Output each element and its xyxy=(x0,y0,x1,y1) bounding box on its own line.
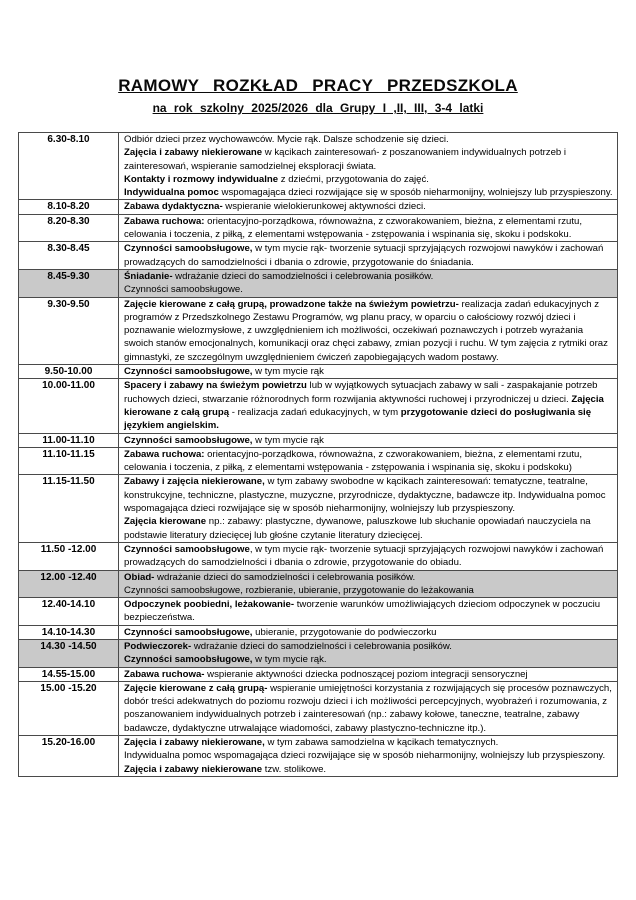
time-cell: 9.50-10.00 xyxy=(19,365,119,379)
activity-text: wdrażanie dzieci do samodzielności i celebrowania posiłków. xyxy=(172,270,434,282)
activity-paragraph xyxy=(124,146,613,173)
activity-cell xyxy=(119,133,618,200)
activity-cell xyxy=(119,433,618,447)
table-row xyxy=(19,242,618,270)
activity-text: z dziećmi, przygotowania do zajęć. xyxy=(278,173,429,185)
time-cell: 14.30 -14.50 xyxy=(19,639,119,667)
activity-paragraph xyxy=(124,749,613,762)
schedule-table-body xyxy=(19,133,618,777)
activity-text-bold: Indywidualna pomoc xyxy=(124,187,219,199)
activity-text: w tym zabawy swobodne w kącikach zainteresowań: tematyczne, teatralne, konstrukcyjne, techniczne, plastyczne, muzyczne, przyrodnicze, dydaktyczne, badawcze itp. Indywidualna pomoc wspomagająca dzieci rozwijające się w sposób nieharmonijny, wolniejszy lub przyspieszony. xyxy=(124,476,606,515)
time-cell: 8.10-8.20 xyxy=(19,200,119,214)
time-cell: 14.10-14.30 xyxy=(19,625,119,639)
table-row xyxy=(19,379,618,433)
activity-paragraph xyxy=(124,640,613,653)
activity-paragraph xyxy=(124,626,613,639)
activity-cell xyxy=(119,269,618,297)
activity-text: wspieranie wielokierunkowej aktywności dzieci. xyxy=(222,201,426,213)
table-row xyxy=(19,681,618,735)
activity-paragraph xyxy=(124,598,613,625)
activity-paragraph xyxy=(124,434,613,447)
table-row xyxy=(19,133,618,200)
activity-text-bold: Podwieczorek- xyxy=(124,640,192,652)
activity-text-bold: Zajęcia i zabawy niekierowane, xyxy=(124,737,265,749)
activity-text: Indywidualna pomoc wspomagająca dzieci rozwijające się w sposób nieharmonijny, wolniejszy lub przyspieszony. xyxy=(124,750,606,762)
time-cell: 11.15-11.50 xyxy=(19,475,119,542)
activity-paragraph xyxy=(124,763,613,776)
activity-paragraph xyxy=(124,475,613,515)
activity-text-bold: Zajęcia kierowane xyxy=(124,516,207,528)
activity-text: , w tym mycie rąk- tworzenie sytuacji sprzyjających rozwojowi nawyków i zachowań prowadzących do samodzielności i dbania o zdrowie, przygotowanie do obiadu. xyxy=(124,543,604,569)
time-cell: 12.00 -12.40 xyxy=(19,570,119,598)
activity-text: Odbiór dzieci przez wychowawców. Mycie rąk. Dalsze schodzenie się dzieci. xyxy=(124,134,449,145)
activity-cell xyxy=(119,214,618,242)
activity-text: w kącikach zainteresowań- z poszanowaniem indywidualnych potrzeb i zainteresowań, wspieranie samodzielnej eksploracji świata. xyxy=(124,147,567,172)
activity-paragraph xyxy=(124,133,613,146)
schedule-table xyxy=(18,132,618,777)
activity-text: wspieranie umiejętności korzystania z rozwijających się procesów poznawczych, dobór treści adekwatnych do poziomu rozwoju dzieci i ich możliwości percepcyjnych, wyobrażeń i rozumowania, z poszanowaniem indywidualnych potrzeb i zainteresowań (np.: zabawy kołowe, taneczne, teatralne, zabawy badawcze, dydaktyczne utrwalające wiadomości, zabawy plastyczno-techniczne itp.). xyxy=(124,682,612,734)
activity-paragraph xyxy=(124,365,613,378)
activity-text-bold: Zabawy i zajęcia niekierowane, xyxy=(124,476,265,488)
table-row xyxy=(19,736,618,777)
activity-cell xyxy=(119,365,618,379)
activity-text: ubieranie, przygotowanie do podwieczorku xyxy=(252,626,437,638)
activity-cell xyxy=(119,667,618,681)
activity-text: w tym mycie rąk xyxy=(252,366,324,378)
activity-text-bold: Zajęcia i zabawy niekierowane xyxy=(124,147,263,159)
table-row xyxy=(19,570,618,598)
activity-text-bold: Czynności samoobsługowe xyxy=(124,543,250,555)
activity-paragraph xyxy=(124,200,613,213)
activity-cell xyxy=(119,625,618,639)
activity-paragraph xyxy=(124,186,613,199)
time-cell: 11.50 -12.00 xyxy=(19,542,119,570)
page-title: RAMOWY ROZKŁAD PRACY PRZEDSZKOLA xyxy=(118,76,518,95)
activity-paragraph xyxy=(124,668,613,681)
activity-text-bold: Czynności samoobsługowe, xyxy=(124,243,253,255)
activity-paragraph xyxy=(124,173,613,186)
activity-text: tworzenie warunków umożliwiających dzieciom odpoczynek w poczuciu bezpieczeństwa. xyxy=(124,599,601,624)
table-row xyxy=(19,269,618,297)
table-row xyxy=(19,667,618,681)
activity-text: Czynności samoobsługowe, rozbieranie, ubieranie, przygotowanie do leżakowania xyxy=(124,584,474,596)
activity-text: w tym mycie rąk. xyxy=(252,654,327,666)
time-cell: 9.30-9.50 xyxy=(19,297,119,364)
activity-text-bold: Zajęcie kierowane z całą grupą- xyxy=(124,682,268,694)
activity-text-bold: Zabawa ruchowa- xyxy=(124,668,205,680)
activity-cell xyxy=(119,297,618,364)
activity-paragraph xyxy=(124,242,613,269)
table-row xyxy=(19,214,618,242)
activity-text: - realizacja zadań edukacyjnych, w tym xyxy=(229,406,401,418)
activity-text: w tym mycie rąk xyxy=(252,434,324,446)
activity-text-bold: Czynności samoobsługowe, xyxy=(124,434,253,446)
activity-cell xyxy=(119,200,618,214)
activity-paragraph xyxy=(124,584,613,597)
table-row xyxy=(19,475,618,542)
activity-cell xyxy=(119,570,618,598)
time-cell: 6.30-8.10 xyxy=(19,133,119,200)
table-row xyxy=(19,542,618,570)
activity-paragraph xyxy=(124,515,613,542)
table-row xyxy=(19,200,618,214)
time-cell: 15.00 -15.20 xyxy=(19,681,119,735)
table-row xyxy=(19,297,618,364)
activity-text: w tym zabawa samodzielna w kącikach tematycznych. xyxy=(264,737,499,749)
activity-text-bold: Zajęcia i zabawy niekierowane xyxy=(124,763,263,775)
table-row xyxy=(19,639,618,667)
activity-cell xyxy=(119,542,618,570)
activity-text: wspieranie aktywności dziecka podnoszącej poziom integracji sensorycznej xyxy=(204,668,528,680)
activity-text-bold: Zajęcia kierowane z całą grupą xyxy=(124,393,604,418)
page-subtitle: na rok szkolny 2025/2026 dla Grupy I ,II, III, 3-4 latki xyxy=(152,101,484,115)
activity-paragraph xyxy=(124,298,613,364)
time-cell: 11.10-11.15 xyxy=(19,447,119,475)
activity-text: realizacja zadań edukacyjnych z programów z Przedszkolnego Zestawu Programów, wg planu pracy, w oparciu o całościowy rozwój dzieci i poznawanie wielozmysłowe, z uwzględnieniem ich możliwości, oczekiwań poznawczych i potrzeb wyrażania swoich stanów emocjonalnych, komunikacji oraz chęci zabawy, zmian pozycji i ruchu. W tym zajęcia z rytmiki oraz gimnastyki, ze szczególnym uwzględnieniem ćwiczeń zapobiegających wadom postawy. xyxy=(124,298,608,363)
activity-text: lub w wyjątkowych sytuacjach zabawy w sali - zaspakajanie potrzeb ruchowych dzieci, stwarzanie różnorodnych form rozwijania aktywności ruchowej i przyrodniczej u dzieci. xyxy=(124,380,598,405)
activity-cell xyxy=(119,736,618,777)
table-row xyxy=(19,625,618,639)
activity-cell xyxy=(119,681,618,735)
activity-text-bold: Zabawa ruchowa: xyxy=(124,215,205,227)
time-cell: 12.40-14.10 xyxy=(19,598,119,626)
activity-text: orientacyjno-porządkowa, równoważna, z czworakowaniem, bieżna, z elementami rzutu, celowania i toczenia, z piłką, z elementami wstępowania - zstępowania i wspinania się, skoku i podskoku. xyxy=(124,215,583,241)
activity-text-bold: Czynności samoobsługowe, xyxy=(124,366,253,378)
activity-cell xyxy=(119,639,618,667)
activity-cell xyxy=(119,447,618,475)
activity-paragraph xyxy=(124,270,613,283)
activity-text: Czynności samoobsługowe. xyxy=(124,284,243,296)
activity-text: np.: zabawy: plastyczne, dywanowe, paluszkowe lub słuchanie opowiadań nauczyciela na podstawie literatury dziecięcej lub głośne czytanie literatury dziecięcej. xyxy=(124,516,591,541)
activity-paragraph xyxy=(124,736,613,749)
time-cell: 8.20-8.30 xyxy=(19,214,119,242)
activity-text: orientacyjno-porządkowa, równoważna, z czworakowaniem, bieżna, z elementami rzutu, celowania i toczenia, z piłką, z elementami wstępowania - zstępowania i wspinania się, skoku i podskoku) xyxy=(124,448,583,474)
activity-cell xyxy=(119,242,618,270)
activity-text: wdrażanie dzieci do samodzielności i celebrowania posiłków. xyxy=(154,571,416,583)
activity-text-bold: Zabawa ruchowa: xyxy=(124,448,205,460)
activity-text: tzw. stolikowe. xyxy=(262,763,327,775)
activity-paragraph xyxy=(124,448,613,475)
activity-paragraph xyxy=(124,653,613,666)
activity-cell xyxy=(119,475,618,542)
time-cell: 14.55-15.00 xyxy=(19,667,119,681)
table-row xyxy=(19,433,618,447)
activity-paragraph xyxy=(124,215,613,242)
activity-paragraph xyxy=(124,543,613,570)
activity-paragraph xyxy=(124,682,613,735)
activity-text-bold: Czynności samoobsługowe, xyxy=(124,626,253,638)
table-row xyxy=(19,598,618,626)
activity-cell xyxy=(119,598,618,626)
time-cell: 8.30-8.45 xyxy=(19,242,119,270)
time-cell: 11.00-11.10 xyxy=(19,433,119,447)
table-row xyxy=(19,365,618,379)
table-row xyxy=(19,447,618,475)
time-cell: 8.45-9.30 xyxy=(19,269,119,297)
activity-text-bold: przygotowanie dzieci do posługiwania się językiem angielskim. xyxy=(124,406,592,432)
activity-text-bold: Zabawa dydaktyczna- xyxy=(124,201,223,213)
activity-text-bold: Odpoczynek poobiedni, leżakowanie- xyxy=(124,599,295,611)
activity-text: wdrażanie dzieci do samodzielności i celebrowania posiłków. xyxy=(191,640,452,652)
activity-text-bold: Śniadanie- xyxy=(124,270,173,282)
activity-text-bold: Spacery i zabawy na świeżym powietrzu xyxy=(124,380,307,392)
activity-text-bold: Czynności samoobsługowe, xyxy=(124,654,253,666)
activity-text-bold: Zajęcie kierowane z całą grupą, prowadzone także na świeżym powietrzu- xyxy=(124,298,459,310)
activity-text: wspomagająca dzieci rozwijające się w sposób nieharmonijny, wolniejszy lub przyspieszony. xyxy=(218,187,613,199)
time-cell: 10.00-11.00 xyxy=(19,379,119,433)
activity-text-bold: Obiad- xyxy=(124,571,155,583)
activity-cell xyxy=(119,379,618,433)
activity-text: w tym mycie rąk- tworzenie sytuacji sprzyjających rozwojowi nawyków i zachowań prowadzących do samodzielności i dbania o zdrowie, przygotowanie do śniadania. xyxy=(124,243,604,268)
activity-text-bold: Kontakty i rozmowy indywidualne xyxy=(124,173,279,185)
activity-paragraph xyxy=(124,571,613,584)
activity-paragraph xyxy=(124,379,613,432)
activity-paragraph xyxy=(124,283,613,296)
time-cell: 15.20-16.00 xyxy=(19,736,119,777)
